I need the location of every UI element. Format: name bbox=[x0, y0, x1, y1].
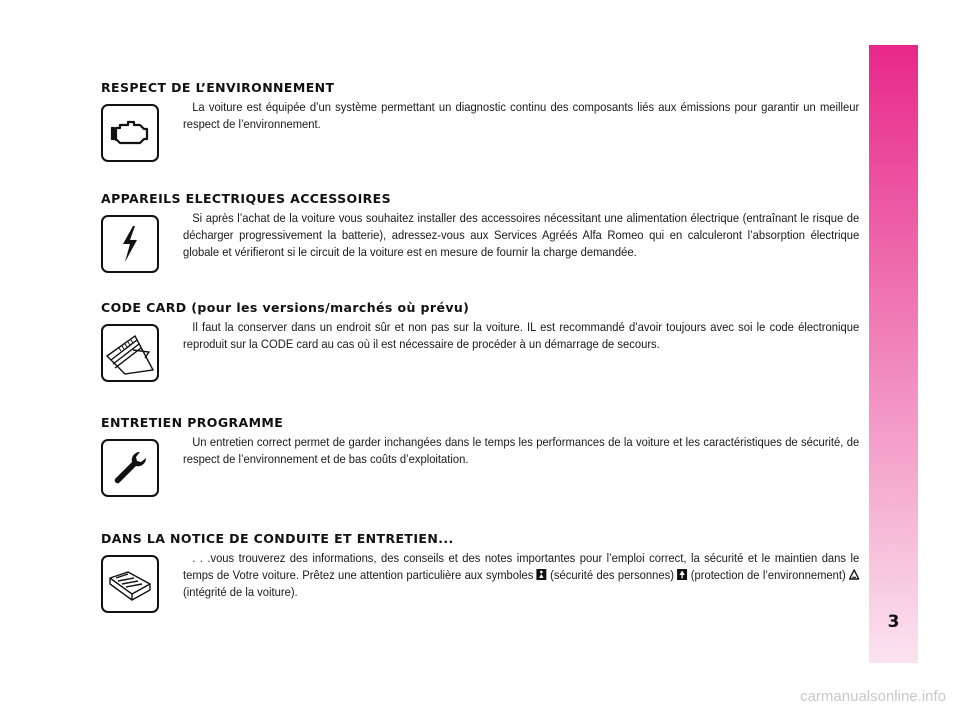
section-body: Un entretien correct permet de garder inchangées dans le temps les performances de la voiture et les caractéristiques de sécurité, de respect de l’environnement et de bas coûts d’exploitation. bbox=[183, 435, 860, 466]
section-heading: APPAREILS ELECTRIQUES ACCESSOIRES bbox=[101, 191, 391, 206]
section-heading: RESPECT DE L’ENVIRONNEMENT bbox=[101, 80, 335, 95]
page-number: 3 bbox=[887, 612, 900, 632]
section-scheduled-maintenance bbox=[101, 414, 860, 466]
open-book-icon bbox=[101, 555, 159, 613]
watermark: carmanualsonline.info bbox=[800, 688, 946, 705]
section-body: Il faut la conserver dans un endroit sûr et non pas sur la voiture. IL est recommandé d’avoir toujours avec soi le code électronique reproduit sur la CODE card au cas où il est nécessaire de procéder à un démarrage de secours. bbox=[183, 320, 860, 351]
section-heading: ENTRETIEN PROGRAMME bbox=[101, 415, 284, 430]
section-body: Si après l’achat de la voiture vous souhaitez installer des accessoires nécessitant une alimentation électrique (entraînant le risque de décharger progressivement la batterie), adressez-vous aux Services Agréés Alfa Romeo qui en calculeront l’absorption électrique globale et vérifieront si le circuit de la voiture est en mesure de fournir la charge demandée. bbox=[183, 211, 860, 259]
person-safety-icon bbox=[537, 568, 547, 579]
section-environment bbox=[101, 79, 860, 131]
section-heading: CODE CARD (pour les versions/marchés où prévu) bbox=[101, 300, 470, 315]
section-body: . . .vous trouverez des informations, des conseils et des notes importantes pour l’emploi correct, la sécurité et le maintien dans le temps de Votre voiture. Prêtez une attention particulière aux symboles (sécurité des personnes) (protection de l’environnement) (intégrité de la voiture). bbox=[183, 551, 860, 599]
side-color-bar bbox=[869, 45, 918, 663]
environment-protection-icon bbox=[677, 568, 687, 579]
section-code-card bbox=[101, 299, 860, 351]
lightning-icon bbox=[101, 215, 159, 273]
section-electrical-accessories bbox=[101, 190, 860, 259]
section-owners-manual bbox=[101, 530, 860, 599]
wrench-icon bbox=[101, 439, 159, 497]
vehicle-integrity-icon bbox=[849, 568, 859, 579]
section-heading: DANS LA NOTICE DE CONDUITE ET ENTRETIEN... bbox=[101, 531, 454, 546]
section-body: La voiture est équipée d’un système permettant un diagnostic continu des composants liés aux émissions pour garantir un meilleur respect de l’environnement. bbox=[183, 100, 860, 131]
engine-check-icon bbox=[101, 104, 159, 162]
code-card-icon bbox=[101, 324, 159, 382]
